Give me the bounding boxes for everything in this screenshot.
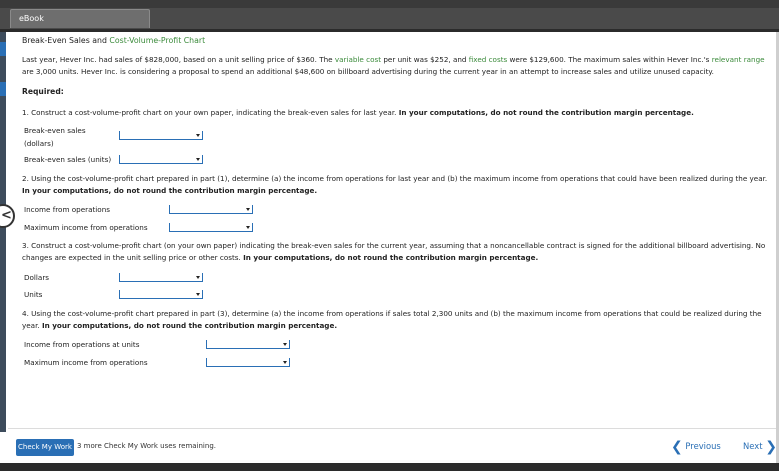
relevant-range-link-2[interactable]: range xyxy=(743,55,765,64)
remaining-uses-text: 3 more Check My Work uses remaining. xyxy=(77,442,216,450)
next-button[interactable]: Next ❯ xyxy=(743,439,777,455)
bottom-bar xyxy=(0,463,779,471)
variable-cost-link[interactable]: variable cost xyxy=(334,55,382,64)
footer-divider xyxy=(8,428,776,429)
question-2: 2. Using the cost-volume-profit chart prepared in part (1), determine (a) the income from operations for last year and (b) the maximum income from operations that could have been realized during the year. In your computations, do not round the contribution margin percentage. xyxy=(22,174,768,196)
max-income-label: Maximum income from operations xyxy=(24,223,148,232)
chevron-left-icon: ❮ xyxy=(671,439,683,455)
break-even-sales-label: Break-even sales xyxy=(24,126,86,135)
units-select[interactable] xyxy=(119,290,203,299)
break-even-sales-dollars-select[interactable] xyxy=(119,131,203,140)
previous-button[interactable]: ❮ Previous xyxy=(671,439,721,455)
units-label: Units xyxy=(24,290,43,299)
top-bar xyxy=(0,0,779,8)
chevron-left-icon: < xyxy=(1,208,12,223)
rail-marker xyxy=(0,42,6,56)
income-operations-label: Income from operations xyxy=(24,205,110,214)
question-4: 4. Using the cost-volume-profit chart prepared in part (3), determine (a) the income from operations if sales total 2,300 units and (b) the maximum income from operations that could be realized during the year. In your computations, do not round the contribution margin percentage. xyxy=(22,309,762,331)
relevant-range-link[interactable]: relevant xyxy=(711,55,742,64)
rail-marker xyxy=(0,82,6,96)
max-income-2-label: Maximum income from operations xyxy=(24,358,148,367)
income-at-units-select[interactable] xyxy=(206,340,290,349)
fixed-costs-link[interactable]: fixed costs xyxy=(468,55,508,64)
problem-intro: Last year, Hever Inc. had sales of $828,000, based on a unit selling price of $360. The variable cost per unit was $252, and fixed costs were $129,600. The maximum sales within Hever Inc.'s relevant range are 3,000 units. Hever Inc. is considering a proposal to spend an additional $48,600 on billboard advertising during the current year in an attempt to increase sales and utilize unused capacity. xyxy=(22,55,765,77)
income-operations-select[interactable] xyxy=(169,205,253,214)
tab-ebook[interactable]: eBook xyxy=(10,9,150,28)
question-1: 1. Construct a cost-volume-profit chart on your own paper, indicating the break-even sales for last year. In your computations, do not round the contribution margin percentage. xyxy=(22,108,694,117)
income-at-units-label: Income from operations at units xyxy=(24,340,140,349)
check-my-work-button[interactable]: Check My Work xyxy=(16,439,74,456)
chevron-right-icon: ❯ xyxy=(765,439,777,455)
heading-link[interactable]: Cost-Volume-Profit Chart xyxy=(109,36,206,45)
question-3: 3. Construct a cost-volume-profit chart (on your own paper) indicating the break-even sales for the current year, assuming that a noncancellable contract is signed for the additional billboard advertising. No changes are expected in the unit selling price or other costs. In your computations, do not round the contribution margin percentage. xyxy=(22,241,766,263)
dollars-label: Dollars xyxy=(24,273,50,282)
break-even-units-label: Break-even sales (units) xyxy=(24,155,112,164)
dollars-select[interactable] xyxy=(119,273,203,282)
left-rail xyxy=(0,32,6,432)
problem-heading: Break-Even Sales and Cost-Volume-Profit Chart xyxy=(22,36,206,45)
collapse-arrow-button[interactable] xyxy=(0,204,15,228)
header-separator xyxy=(0,29,779,32)
required-heading: Required: xyxy=(22,87,64,96)
break-even-units-select[interactable] xyxy=(119,155,203,164)
max-income-select[interactable] xyxy=(169,223,253,232)
break-even-sales-label-dollars: (dollars) xyxy=(24,139,54,148)
max-income-2-select[interactable] xyxy=(206,358,290,367)
